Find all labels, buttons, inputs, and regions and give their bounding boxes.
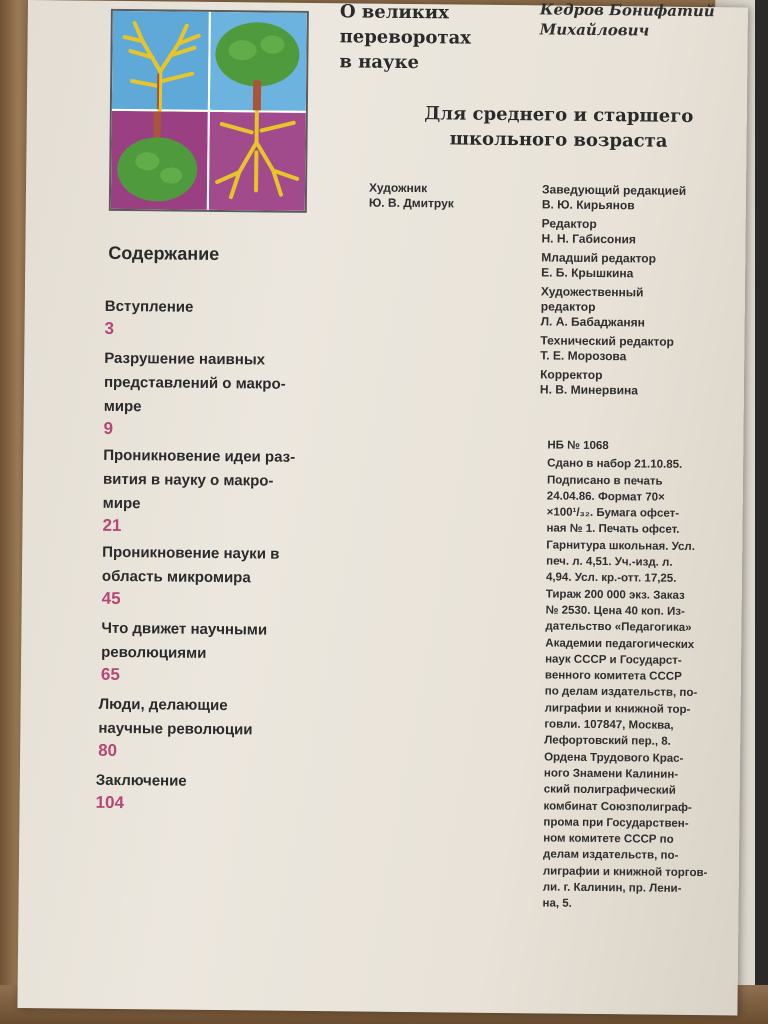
credit-name: Т. Е. Морозова xyxy=(540,348,627,364)
imprint-line: Сдано в набор 21.10.85. xyxy=(547,457,683,472)
credit-item xyxy=(540,333,730,365)
imprint-line: Академии педагогических xyxy=(545,637,695,651)
credits-right xyxy=(540,182,732,403)
age-line: Для среднего и старшего xyxy=(424,103,694,127)
book-author xyxy=(540,0,740,41)
toc-entry-page: 9 xyxy=(103,418,114,438)
toc-entry-title xyxy=(103,444,354,519)
toc-title-line: Что движет научными xyxy=(101,619,268,639)
credit-role: Редактор xyxy=(541,216,597,231)
tree-trunk-icon xyxy=(253,80,261,110)
toc-title-line: Люди, делающие xyxy=(98,695,228,715)
credit-role-continued: редактор xyxy=(540,299,596,314)
imprint-line: наук СССР и Государст- xyxy=(545,653,682,667)
credit-role: Младший редактор xyxy=(541,250,657,266)
imprint-line: Тираж 200 000 экз. Заказ xyxy=(545,588,685,602)
toc-entry xyxy=(98,693,349,764)
credit-role: Технический редактор xyxy=(540,333,675,349)
imprint-line: по делам издательств, по- xyxy=(544,685,698,700)
credit-name: Ю. В. Дмитрук xyxy=(368,195,454,211)
imprint-line: Гарнитура школьная. Усл. xyxy=(546,539,696,553)
credit-item xyxy=(541,250,731,282)
toc-title-line: область микромира xyxy=(101,567,251,587)
toc-title-line: мире xyxy=(103,397,142,416)
imprint-line: 4,94. Усл. кр.-отт. 17,25. xyxy=(545,571,677,586)
book-page xyxy=(17,0,748,1015)
imprint-line: делам издательств, по- xyxy=(543,848,679,863)
credit-name: Н. В. Минервина xyxy=(539,382,638,398)
imprint-line: Подписано в печать xyxy=(546,474,663,488)
toc-title-line: Вступление xyxy=(104,297,194,316)
credit-name: Н. Н. Габисония xyxy=(541,231,637,247)
credit-item xyxy=(541,284,731,331)
book-title-line: переворотах xyxy=(339,26,472,49)
imprint-line: Лефортовский пер., 8. xyxy=(544,734,671,749)
toc-entry-title xyxy=(98,693,348,744)
credit-item xyxy=(541,216,731,248)
illustration-graphic xyxy=(111,11,307,211)
tree-roots-illustration xyxy=(109,9,309,213)
imprint-text xyxy=(542,456,747,914)
imprint-line: комбинат Союзполиграф- xyxy=(543,799,692,814)
imprint-line: ная № 1. Печать офсет. xyxy=(546,522,680,537)
toc-title-line: Проникновение идеи раз- xyxy=(103,446,296,466)
age-group xyxy=(398,101,719,154)
toc-title-line: революциями xyxy=(101,643,207,662)
imprint-line: лиграфии и книжной тор- xyxy=(544,702,691,716)
toc-entry-page: 65 xyxy=(100,664,120,684)
publication-imprint xyxy=(542,437,747,914)
imprint-line: печ. л. 4,51. Уч.-изд. л. xyxy=(546,555,673,569)
imprint-line: говли. 107847, Москва, xyxy=(544,718,674,732)
credit-item xyxy=(540,367,730,399)
age-line: школьного возраста xyxy=(449,128,668,152)
toc-title-line: Проникновение науки в xyxy=(102,543,280,563)
imprint-line: на, 5. xyxy=(542,897,572,911)
imprint-line: ного Знамени Калинин- xyxy=(543,767,679,781)
credit-name: В. Ю. Кирьянов xyxy=(541,197,635,213)
toc-title-line: Разрушение наивных xyxy=(104,349,266,369)
author-line: Михайлович xyxy=(539,20,650,40)
credit-name: Е. Б. Крышкина xyxy=(541,265,634,281)
toc-entry-page: 3 xyxy=(104,318,115,338)
toc-entry-page: 45 xyxy=(101,588,121,609)
toc-heading: Содержание xyxy=(108,242,220,265)
imprint-number: НБ № 1068 xyxy=(547,439,609,453)
toc-entry-page: 21 xyxy=(102,515,122,536)
imprint-line: ×100¹/₃₂. Бумага офсет- xyxy=(546,506,680,521)
imprint-line: № 2530. Цена 40 коп. Из- xyxy=(545,604,685,618)
toc-entry-title xyxy=(101,617,351,668)
imprint-line: прома при Государствен- xyxy=(543,816,689,830)
imprint-line: венного комитета СССР xyxy=(544,669,682,684)
toc-title-line: мире xyxy=(102,494,141,513)
toc-entry xyxy=(102,444,353,539)
credit-artist xyxy=(369,181,539,213)
toc-entry-title xyxy=(102,541,352,592)
author-line: Кедров Бонифатий xyxy=(539,0,715,21)
toc-title-line: Заключение xyxy=(95,771,187,790)
toc-entry xyxy=(103,347,354,442)
toc-entry-page: 104 xyxy=(95,792,125,813)
background-object xyxy=(755,0,768,995)
book-title xyxy=(339,0,530,76)
toc-entry xyxy=(104,295,354,342)
toc-entry xyxy=(102,541,353,612)
imprint-line: дательство «Педагогика» xyxy=(545,620,692,635)
imprint-line: 24.04.86. Формат 70× xyxy=(546,490,665,504)
credit-role: Корректор xyxy=(540,367,603,383)
credit-role: Заведующий редакцией xyxy=(541,182,687,198)
imprint-line: ский полиграфический xyxy=(543,783,676,798)
toc-entry xyxy=(101,617,352,688)
imprint-line: лиграфии и книжной торгов- xyxy=(542,865,708,879)
toc-title-line: представлений о макро- xyxy=(103,373,286,393)
toc-entry xyxy=(95,769,345,816)
credit-name: Л. А. Бабаджанян xyxy=(540,314,645,330)
imprint-line: ли. г. Калинин, пр. Лени- xyxy=(542,881,682,895)
imprint-line: ном комитете СССР по xyxy=(543,832,674,846)
toc-entry-title xyxy=(96,769,346,796)
credit-role: Художественный xyxy=(540,284,644,300)
book-title-line: в науке xyxy=(339,51,420,74)
toc-title-line: научные революции xyxy=(98,719,253,739)
toc-entry-title xyxy=(104,347,355,422)
book-title-line: О великих xyxy=(339,1,450,24)
toc-entry-title xyxy=(105,295,355,322)
credits-left xyxy=(369,181,539,217)
toc-entry-page: 80 xyxy=(98,740,118,760)
credit-role: Художник xyxy=(368,180,428,196)
credit-item xyxy=(542,182,732,214)
toc-title-line: вития в науку о макро- xyxy=(102,470,274,490)
imprint-line: Ордена Трудового Крас- xyxy=(544,751,684,765)
